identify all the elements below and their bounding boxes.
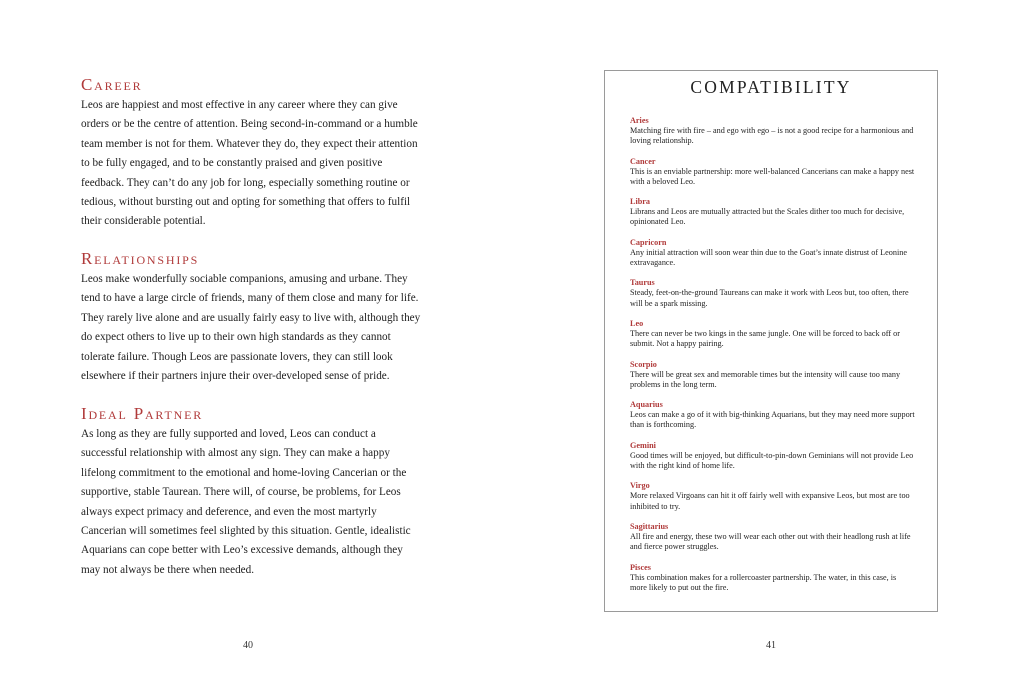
sign-description: Steady, feet-on-the-ground Taureans can make it work with Leos but, too often, there will be a spark missing. — [630, 288, 909, 308]
sign-description: This combination makes for a rollercoaster partnership. The water, in this case, is more likely to put out the fire. — [630, 572, 897, 592]
compatibility-item — [630, 360, 915, 401]
page-number-left: 40 — [243, 640, 253, 651]
compatibility-item — [630, 441, 915, 482]
compatibility-box — [604, 70, 938, 612]
section-ideal-partner — [81, 403, 421, 580]
section-heading-career: Career — [81, 75, 143, 94]
section-body-career: Leos are happiest and most effective in any career where they can give orders or be the centre of attention. Being second-in-command or a humble team member is not for them. Whatever they do, they expect their attention to be fully engaged, and to be constantly praised and given positive feedback. They can’t do any job for long, especially something routine or tedious, without bursting out and opting for something that offers to fulfil their considerable potential. — [81, 99, 418, 228]
sign-description: This is an enviable partnership: more well-balanced Cancerians can make a happy nest with a beloved Leo. — [630, 166, 915, 186]
compatibility-item — [630, 400, 915, 441]
section-body-ideal-partner: As long as they are fully supported and loved, Leos can conduct a successful relationship with almost any sign. They can make a happy lifelong commitment to the emotional and home-loving Cancerian or the supportive, stable Taurean. There will, of course, be problems, for Leos always expect primacy and deference, and even the most martyrly Cancerian will sometimes feel slighted by this situation. Gentle, idealistic Aquarians can cope better with Leo’s excessive demands, although they may not always be there when needed. — [81, 428, 411, 576]
right-page — [510, 0, 1020, 690]
sign-description: Librans and Leos are mutually attracted but the Scales dither too much for decisive, opinionated Leo. — [630, 207, 905, 227]
sign-name: Sagittarius — [630, 521, 669, 531]
section-heading-relationships: Relationships — [81, 249, 200, 268]
section-body-relationships: Leos make wonderfully sociable companions, amusing and urbane. They tend to have a large circle of friends, many of them close and many for life. They rarely live alone and are usually fairly easy to live with, although they do expect others to live up to their own high standards as they cannot tolerate failure. Though Leos are passionate lovers, they can still look elsewhere if their partners injure their over-developed sense of pride. — [81, 273, 421, 383]
compatibility-title: COMPATIBILITY — [690, 77, 852, 97]
sign-description: Any initial attraction will soon wear thin due to the Goat’s innate distrust of Leonine extravagance. — [630, 247, 907, 267]
sign-name: Scorpio — [630, 359, 657, 369]
compatibility-item — [630, 481, 915, 522]
compatibility-item — [630, 157, 915, 198]
section-heading-ideal-partner: Ideal Partner — [81, 404, 204, 423]
sign-name: Virgo — [630, 481, 650, 491]
sign-description: There will be great sex and memorable times but the intensity will cause too many problems in the long term. — [630, 369, 901, 389]
compatibility-item — [630, 278, 915, 319]
sign-description: There can never be two kings in the same jungle. One will be forced to back off or submit. Not a happy pairing. — [630, 328, 900, 349]
sign-name: Pisces — [630, 562, 651, 572]
sign-name: Taurus — [630, 278, 655, 288]
compatibility-item — [630, 116, 915, 157]
sign-description: Good times will be enjoyed, but difficult-to-pin-down Geminians will not provide Leo with the right kind of home life. — [630, 450, 914, 470]
sign-name: Capricorn — [630, 237, 667, 247]
sign-name: Leo — [630, 318, 644, 328]
section-relationships — [81, 248, 421, 386]
sign-name: Aries — [630, 116, 649, 125]
page-number-right: 41 — [766, 640, 776, 651]
compatibility-list — [630, 116, 915, 603]
sign-description: Leos can make a go of it with big-thinking Aquarians, but they may need more support than is forthcoming. — [630, 410, 915, 430]
sign-name: Aquarius — [630, 400, 663, 410]
compatibility-item — [630, 197, 915, 238]
sign-name: Cancer — [630, 156, 656, 166]
compatibility-item — [630, 238, 915, 279]
section-career — [81, 74, 421, 232]
sign-name: Gemini — [630, 440, 656, 450]
compatibility-item — [630, 563, 915, 604]
compatibility-item — [630, 319, 915, 360]
sign-description: Matching fire with fire – and ego with ego – is not a good recipe for a harmonious and loving relationship. — [630, 126, 914, 146]
compatibility-item — [630, 522, 915, 563]
sign-name: Libra — [630, 197, 651, 207]
sign-description: All fire and energy, these two will wear each other out with their headlong rush at life and fierce power struggles. — [630, 531, 911, 552]
sign-description: More relaxed Virgoans can hit it off fairly well with expansive Leos, but most are too inhibited to try. — [630, 491, 910, 511]
